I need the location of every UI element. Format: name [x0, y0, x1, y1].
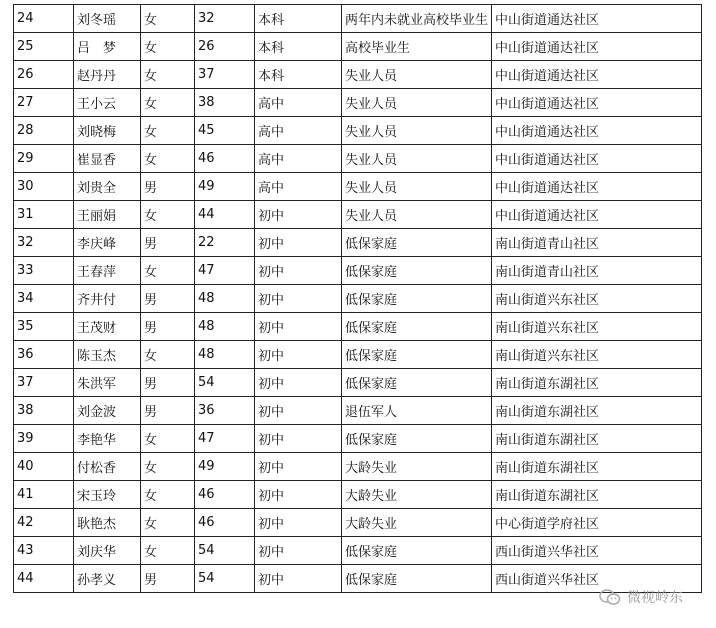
- cell-name: 刘贵全: [74, 173, 141, 201]
- cell-age: 47: [195, 257, 255, 285]
- cell-category: 低保家庭: [342, 341, 492, 369]
- cell-gender: 女: [141, 89, 195, 117]
- cell-education: 初中: [255, 285, 342, 313]
- cell-category: 退伍军人: [342, 397, 492, 425]
- table-row: [14, 173, 702, 201]
- cell-education: 初中: [255, 369, 342, 397]
- cell-age: 46: [195, 145, 255, 173]
- cell-education: 初中: [255, 341, 342, 369]
- cell-index: 24: [14, 5, 74, 33]
- cell-education: 本科: [255, 5, 342, 33]
- cell-category: 低保家庭: [342, 257, 492, 285]
- cell-age: 32: [195, 5, 255, 33]
- cell-name: 陈玉杰: [74, 341, 141, 369]
- table-row: [14, 397, 702, 425]
- cell-gender: 男: [141, 313, 195, 341]
- cell-category: 高校毕业生: [342, 33, 492, 61]
- table-row: [14, 257, 702, 285]
- cell-community: 南山街道青山社区: [492, 229, 702, 257]
- cell-category: 失业人员: [342, 89, 492, 117]
- cell-education: 初中: [255, 313, 342, 341]
- cell-category: 低保家庭: [342, 425, 492, 453]
- cell-community: 中山街道通达社区: [492, 61, 702, 89]
- cell-education: 初中: [255, 481, 342, 509]
- cell-community: 南山街道东湖社区: [492, 397, 702, 425]
- cell-index: 30: [14, 173, 74, 201]
- cell-gender: 女: [141, 117, 195, 145]
- cell-education: 初中: [255, 397, 342, 425]
- cell-index: 27: [14, 89, 74, 117]
- table-row: [14, 61, 702, 89]
- cell-community: 南山街道兴东社区: [492, 285, 702, 313]
- cell-index: 38: [14, 397, 74, 425]
- cell-education: 初中: [255, 425, 342, 453]
- table-row: [14, 5, 702, 33]
- cell-gender: 女: [141, 61, 195, 89]
- cell-gender: 男: [141, 173, 195, 201]
- cell-gender: 女: [141, 481, 195, 509]
- cell-gender: 女: [141, 145, 195, 173]
- cell-community: 中山街道通达社区: [492, 5, 702, 33]
- cell-gender: 女: [141, 453, 195, 481]
- cell-name: 王春萍: [74, 257, 141, 285]
- cell-age: 26: [195, 33, 255, 61]
- cell-name: 赵丹丹: [74, 61, 141, 89]
- cell-category: 低保家庭: [342, 229, 492, 257]
- cell-community: 南山街道东湖社区: [492, 369, 702, 397]
- cell-category: 低保家庭: [342, 369, 492, 397]
- cell-gender: 男: [141, 565, 195, 593]
- cell-age: 48: [195, 341, 255, 369]
- cell-name: 李庆峰: [74, 229, 141, 257]
- cell-education: 初中: [255, 565, 342, 593]
- cell-name: 李艳华: [74, 425, 141, 453]
- cell-education: 高中: [255, 145, 342, 173]
- cell-category: 大龄失业: [342, 481, 492, 509]
- cell-education: 高中: [255, 173, 342, 201]
- cell-gender: 女: [141, 257, 195, 285]
- cell-category: 大龄失业: [342, 509, 492, 537]
- cell-index: 43: [14, 537, 74, 565]
- cell-name: 耿艳杰: [74, 509, 141, 537]
- cell-name: 吕 梦: [74, 33, 141, 61]
- table-row: [14, 89, 702, 117]
- cell-name: 刘金波: [74, 397, 141, 425]
- table-row: [14, 117, 702, 145]
- cell-community: 西山街道兴华社区: [492, 537, 702, 565]
- cell-education: 初中: [255, 201, 342, 229]
- cell-age: 54: [195, 565, 255, 593]
- table-row: [14, 33, 702, 61]
- cell-category: 低保家庭: [342, 285, 492, 313]
- cell-gender: 女: [141, 341, 195, 369]
- table-row: [14, 481, 702, 509]
- cell-name: 刘冬瑶: [74, 5, 141, 33]
- cell-age: 22: [195, 229, 255, 257]
- cell-category: 失业人员: [342, 173, 492, 201]
- cell-name: 朱洪军: [74, 369, 141, 397]
- cell-name: 刘庆华: [74, 537, 141, 565]
- cell-index: 34: [14, 285, 74, 313]
- cell-category: 失业人员: [342, 117, 492, 145]
- watermark: [598, 587, 683, 607]
- cell-age: 38: [195, 89, 255, 117]
- cell-name: 崔显香: [74, 145, 141, 173]
- cell-community: 中心街道学府社区: [492, 509, 702, 537]
- table-row: [14, 453, 702, 481]
- cell-community: 南山街道东湖社区: [492, 425, 702, 453]
- cell-community: 中山街道通达社区: [492, 173, 702, 201]
- cell-category: 大龄失业: [342, 453, 492, 481]
- cell-community: 南山街道东湖社区: [492, 453, 702, 481]
- cell-community: 中山街道通达社区: [492, 145, 702, 173]
- cell-index: 39: [14, 425, 74, 453]
- table-body: [14, 5, 702, 593]
- cell-education: 初中: [255, 229, 342, 257]
- cell-community: 南山街道青山社区: [492, 257, 702, 285]
- cell-education: 初中: [255, 453, 342, 481]
- cell-name: 刘晓梅: [74, 117, 141, 145]
- cell-name: 王茂财: [74, 313, 141, 341]
- cell-age: 46: [195, 509, 255, 537]
- cell-community: 中山街道通达社区: [492, 201, 702, 229]
- cell-community: 中山街道通达社区: [492, 117, 702, 145]
- cell-gender: 男: [141, 397, 195, 425]
- table-row: [14, 425, 702, 453]
- table-row: [14, 229, 702, 257]
- cell-category: 低保家庭: [342, 565, 492, 593]
- cell-community: 西山街道兴华社区: [492, 565, 702, 593]
- cell-age: 54: [195, 537, 255, 565]
- cell-education: 初中: [255, 537, 342, 565]
- cell-age: 49: [195, 453, 255, 481]
- cell-age: 45: [195, 117, 255, 145]
- cell-gender: 男: [141, 229, 195, 257]
- cell-age: 36: [195, 397, 255, 425]
- cell-name: 王丽娟: [74, 201, 141, 229]
- cell-education: 本科: [255, 33, 342, 61]
- cell-category: 两年内未就业高校毕业生: [342, 5, 492, 33]
- cell-age: 46: [195, 481, 255, 509]
- cell-index: 26: [14, 61, 74, 89]
- cell-category: 失业人员: [342, 201, 492, 229]
- cell-community: 南山街道兴东社区: [492, 313, 702, 341]
- cell-category: 低保家庭: [342, 537, 492, 565]
- cell-index: 32: [14, 229, 74, 257]
- cell-index: 41: [14, 481, 74, 509]
- cell-gender: 女: [141, 509, 195, 537]
- wechat-channel-icon: [598, 588, 622, 606]
- cell-name: 王小云: [74, 89, 141, 117]
- cell-gender: 女: [141, 33, 195, 61]
- cell-community: 中山街道通达社区: [492, 89, 702, 117]
- table-row: [14, 145, 702, 173]
- cell-age: 54: [195, 369, 255, 397]
- cell-age: 48: [195, 285, 255, 313]
- cell-gender: 女: [141, 537, 195, 565]
- table-row: [14, 537, 702, 565]
- cell-age: 44: [195, 201, 255, 229]
- cell-education: 高中: [255, 117, 342, 145]
- cell-index: 25: [14, 33, 74, 61]
- cell-index: 37: [14, 369, 74, 397]
- table-row: [14, 313, 702, 341]
- cell-name: 孙孝义: [74, 565, 141, 593]
- table-row: [14, 369, 702, 397]
- cell-education: 本科: [255, 61, 342, 89]
- cell-index: 44: [14, 565, 74, 593]
- cell-gender: 男: [141, 369, 195, 397]
- table-row: [14, 285, 702, 313]
- cell-education: 初中: [255, 509, 342, 537]
- cell-category: 低保家庭: [342, 313, 492, 341]
- cell-age: 37: [195, 61, 255, 89]
- cell-index: 40: [14, 453, 74, 481]
- cell-age: 49: [195, 173, 255, 201]
- table-row: [14, 341, 702, 369]
- cell-index: 42: [14, 509, 74, 537]
- cell-education: 高中: [255, 89, 342, 117]
- table-row: [14, 201, 702, 229]
- watermark-text: 微视岭东: [627, 590, 683, 606]
- cell-category: 失业人员: [342, 61, 492, 89]
- cell-index: 36: [14, 341, 74, 369]
- cell-age: 48: [195, 313, 255, 341]
- cell-gender: 女: [141, 425, 195, 453]
- cell-name: 付松香: [74, 453, 141, 481]
- cell-index: 29: [14, 145, 74, 173]
- cell-name: 宋玉玲: [74, 481, 141, 509]
- cell-index: 31: [14, 201, 74, 229]
- cell-category: 失业人员: [342, 145, 492, 173]
- cell-education: 初中: [255, 257, 342, 285]
- cell-gender: 女: [141, 201, 195, 229]
- cell-index: 33: [14, 257, 74, 285]
- roster-table: [13, 4, 702, 593]
- cell-age: 47: [195, 425, 255, 453]
- cell-name: 齐井付: [74, 285, 141, 313]
- cell-community: 南山街道东湖社区: [492, 481, 702, 509]
- cell-community: 南山街道兴东社区: [492, 341, 702, 369]
- table-row: [14, 509, 702, 537]
- cell-gender: 女: [141, 5, 195, 33]
- cell-community: 中山街道通达社区: [492, 33, 702, 61]
- cell-gender: 男: [141, 285, 195, 313]
- cell-index: 35: [14, 313, 74, 341]
- cell-index: 28: [14, 117, 74, 145]
